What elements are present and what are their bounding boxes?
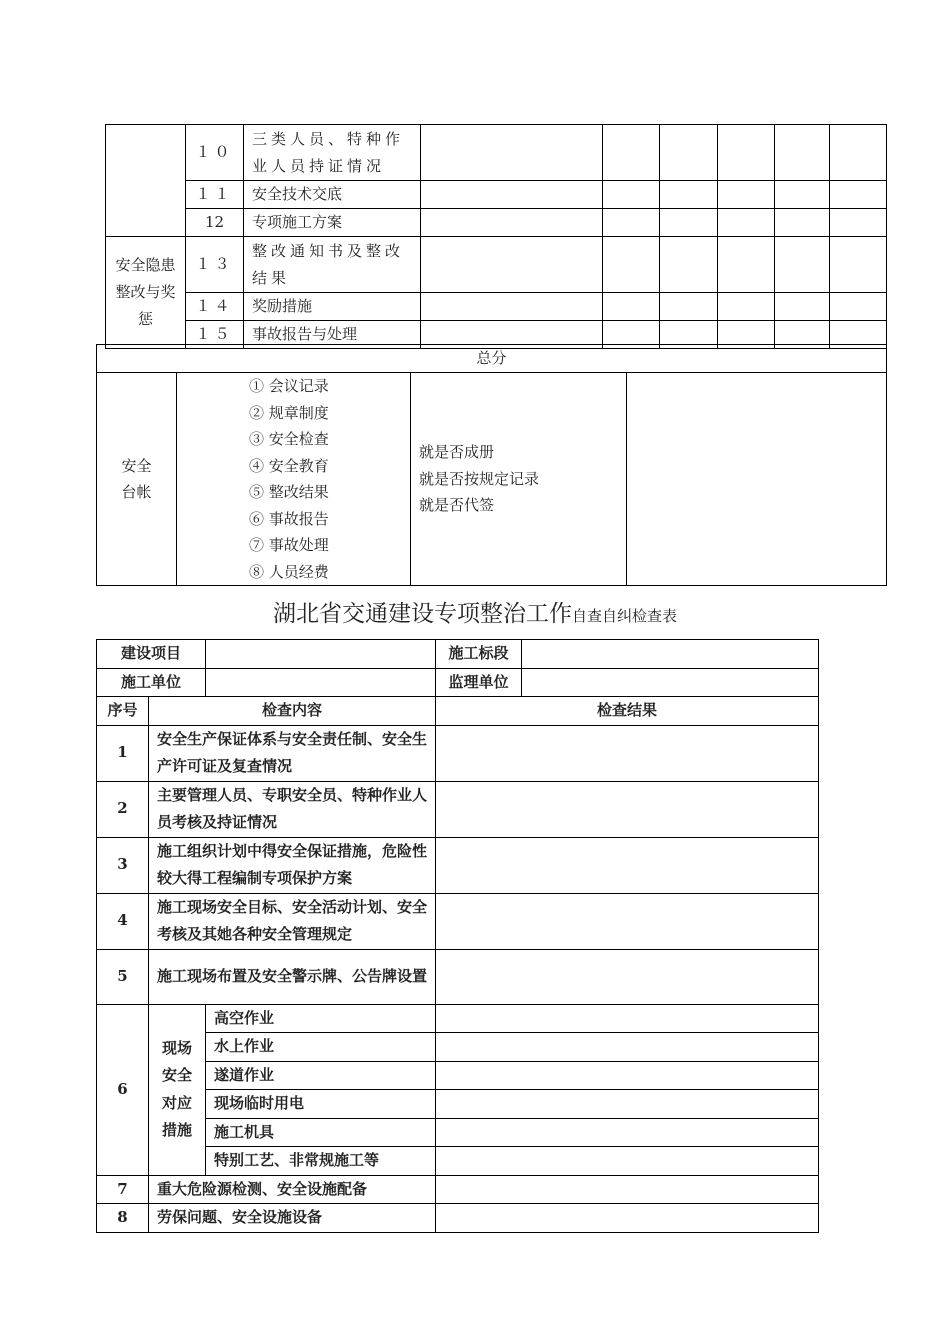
total-score-label: 总分	[97, 345, 887, 373]
score-cell[interactable]	[421, 293, 603, 321]
header-content: 检查内容	[149, 697, 436, 726]
result-cell[interactable]	[436, 1147, 819, 1176]
score-cell[interactable]	[421, 181, 603, 209]
ledger-items	[177, 373, 411, 586]
item-number: 12	[186, 209, 244, 237]
measure-item: 水上作业	[206, 1033, 436, 1062]
score-cell[interactable]	[830, 125, 887, 181]
result-cell[interactable]	[436, 1118, 819, 1147]
score-cell[interactable]	[830, 181, 887, 209]
score-cell[interactable]	[775, 293, 830, 321]
row-number: 8	[97, 1204, 149, 1233]
measure-item: 现场临时用电	[206, 1090, 436, 1119]
row-content: 施工现场布置及安全警示牌、公告牌设置	[149, 949, 436, 1004]
result-cell[interactable]	[436, 949, 819, 1004]
ledger-item: ① 会议记录	[249, 377, 329, 395]
result-cell[interactable]	[436, 1033, 819, 1062]
project-label: 建设项目	[97, 640, 206, 669]
score-cell[interactable]	[603, 181, 660, 209]
result-cell[interactable]	[436, 725, 819, 781]
score-cell[interactable]	[660, 293, 718, 321]
ledger-item: ② 规章制度	[249, 403, 329, 422]
score-cell[interactable]	[603, 125, 660, 181]
measure-item: 高空作业	[206, 1004, 436, 1033]
score-cell[interactable]	[421, 209, 603, 237]
row-content: 施工现场安全目标、安全活动计划、安全考核及其她各种安全管理规定	[149, 893, 436, 949]
ledger-label: 安全台帐	[97, 373, 177, 586]
criterion: 就是否成册	[419, 443, 495, 462]
ledger-item: ④ 安全教育	[249, 456, 329, 475]
supervision-field[interactable]	[522, 668, 819, 697]
row-content: 安全生产保证体系与安全责任制、安全生产许可证及复查情况	[149, 725, 436, 781]
score-cell[interactable]	[603, 237, 660, 293]
supervision-label: 监理单位	[436, 668, 522, 697]
item-content: 三类人员、特种作业人员持证情况	[244, 125, 421, 181]
result-cell[interactable]	[436, 893, 819, 949]
item-content: 安全技术交底	[244, 181, 421, 209]
result-cell[interactable]	[436, 1175, 819, 1204]
criterion: 就是否代签	[419, 496, 495, 515]
group-label: 安全隐患整改与奖惩	[106, 237, 186, 349]
row-content: 重大危险源检测、安全设施配备	[149, 1175, 436, 1204]
unit-field[interactable]	[206, 668, 436, 697]
ledger-item: ⑤ 整改结果	[249, 483, 329, 501]
score-cell[interactable]	[718, 181, 775, 209]
row-number: 1	[97, 725, 149, 781]
ledger-table	[96, 344, 887, 586]
item-number: １３	[186, 237, 244, 293]
ledger-item: ⑥ 事故报告	[249, 509, 329, 528]
row-number: 6	[97, 1004, 149, 1175]
score-cell[interactable]	[603, 209, 660, 237]
title-main: 湖北省交通建设专项整治工作	[272, 601, 572, 627]
item-number: １４	[186, 293, 244, 321]
item-content: 事故报告与处理	[244, 321, 421, 349]
ledger-item: ⑦ 事故处理	[249, 536, 329, 554]
score-cell[interactable]	[603, 293, 660, 321]
score-cell[interactable]	[775, 181, 830, 209]
result-cell[interactable]	[436, 1004, 819, 1033]
score-cell[interactable]	[718, 237, 775, 293]
item-content: 整改通知书及整改结果	[244, 237, 421, 293]
header-no: 序号	[97, 697, 149, 726]
project-field[interactable]	[206, 640, 436, 669]
row-number: 7	[97, 1175, 149, 1204]
page-title	[0, 595, 950, 628]
section-field[interactable]	[522, 640, 819, 669]
ledger-item: ⑧ 人员经费	[249, 562, 329, 581]
blank-group-cell	[106, 125, 186, 237]
measure-item: 施工机具	[206, 1118, 436, 1147]
score-cell[interactable]	[830, 209, 887, 237]
score-cell[interactable]	[660, 181, 718, 209]
score-cell[interactable]	[775, 125, 830, 181]
ledger-criteria	[411, 373, 627, 586]
header-result: 检查结果	[436, 697, 819, 726]
result-cell[interactable]	[436, 1204, 819, 1233]
score-cell[interactable]	[718, 125, 775, 181]
score-cell[interactable]	[660, 209, 718, 237]
item-number: １０	[186, 125, 244, 181]
measure-item: 特别工艺、非常规施工等	[206, 1147, 436, 1176]
result-cell[interactable]	[436, 781, 819, 837]
score-cell[interactable]	[830, 237, 887, 293]
item-content: 奖励措施	[244, 293, 421, 321]
score-cell[interactable]	[421, 237, 603, 293]
result-cell[interactable]	[436, 837, 819, 893]
row-number: 4	[97, 893, 149, 949]
item-number: １１	[186, 181, 244, 209]
ledger-item: ③ 安全检查	[249, 430, 329, 448]
measure-item: 遂道作业	[206, 1061, 436, 1090]
unit-label: 施工单位	[97, 668, 206, 697]
result-cell[interactable]	[436, 1090, 819, 1119]
score-cell[interactable]	[660, 125, 718, 181]
score-cell[interactable]	[830, 293, 887, 321]
score-cell[interactable]	[775, 209, 830, 237]
score-cell[interactable]	[775, 237, 830, 293]
score-cell[interactable]	[718, 293, 775, 321]
row-number: 5	[97, 949, 149, 1004]
self-inspection-table	[96, 639, 819, 1233]
measures-group-label: 现场安全对应措施	[149, 1004, 206, 1175]
score-cell[interactable]	[421, 125, 603, 181]
row-content: 主要管理人员、专职安全员、特种作业人员考核及持证情况	[149, 781, 436, 837]
criterion: 就是否按规定记录	[419, 469, 540, 488]
item-content: 专项施工方案	[244, 209, 421, 237]
section-label: 施工标段	[436, 640, 522, 669]
result-cell[interactable]	[436, 1061, 819, 1090]
ledger-score-cell[interactable]	[627, 373, 887, 586]
row-number: 2	[97, 781, 149, 837]
row-content: 施工组织计划中得安全保证措施，危险性较大得工程编制专项保护方案	[149, 837, 436, 893]
row-number: 3	[97, 837, 149, 893]
score-cell[interactable]	[660, 237, 718, 293]
title-suffix: 自查自纠检查表	[571, 607, 677, 625]
score-cell[interactable]	[718, 209, 775, 237]
checklist-table-upper	[105, 124, 887, 349]
row-content: 劳保问题、安全设施设备	[149, 1204, 436, 1233]
item-number: １５	[186, 321, 244, 349]
